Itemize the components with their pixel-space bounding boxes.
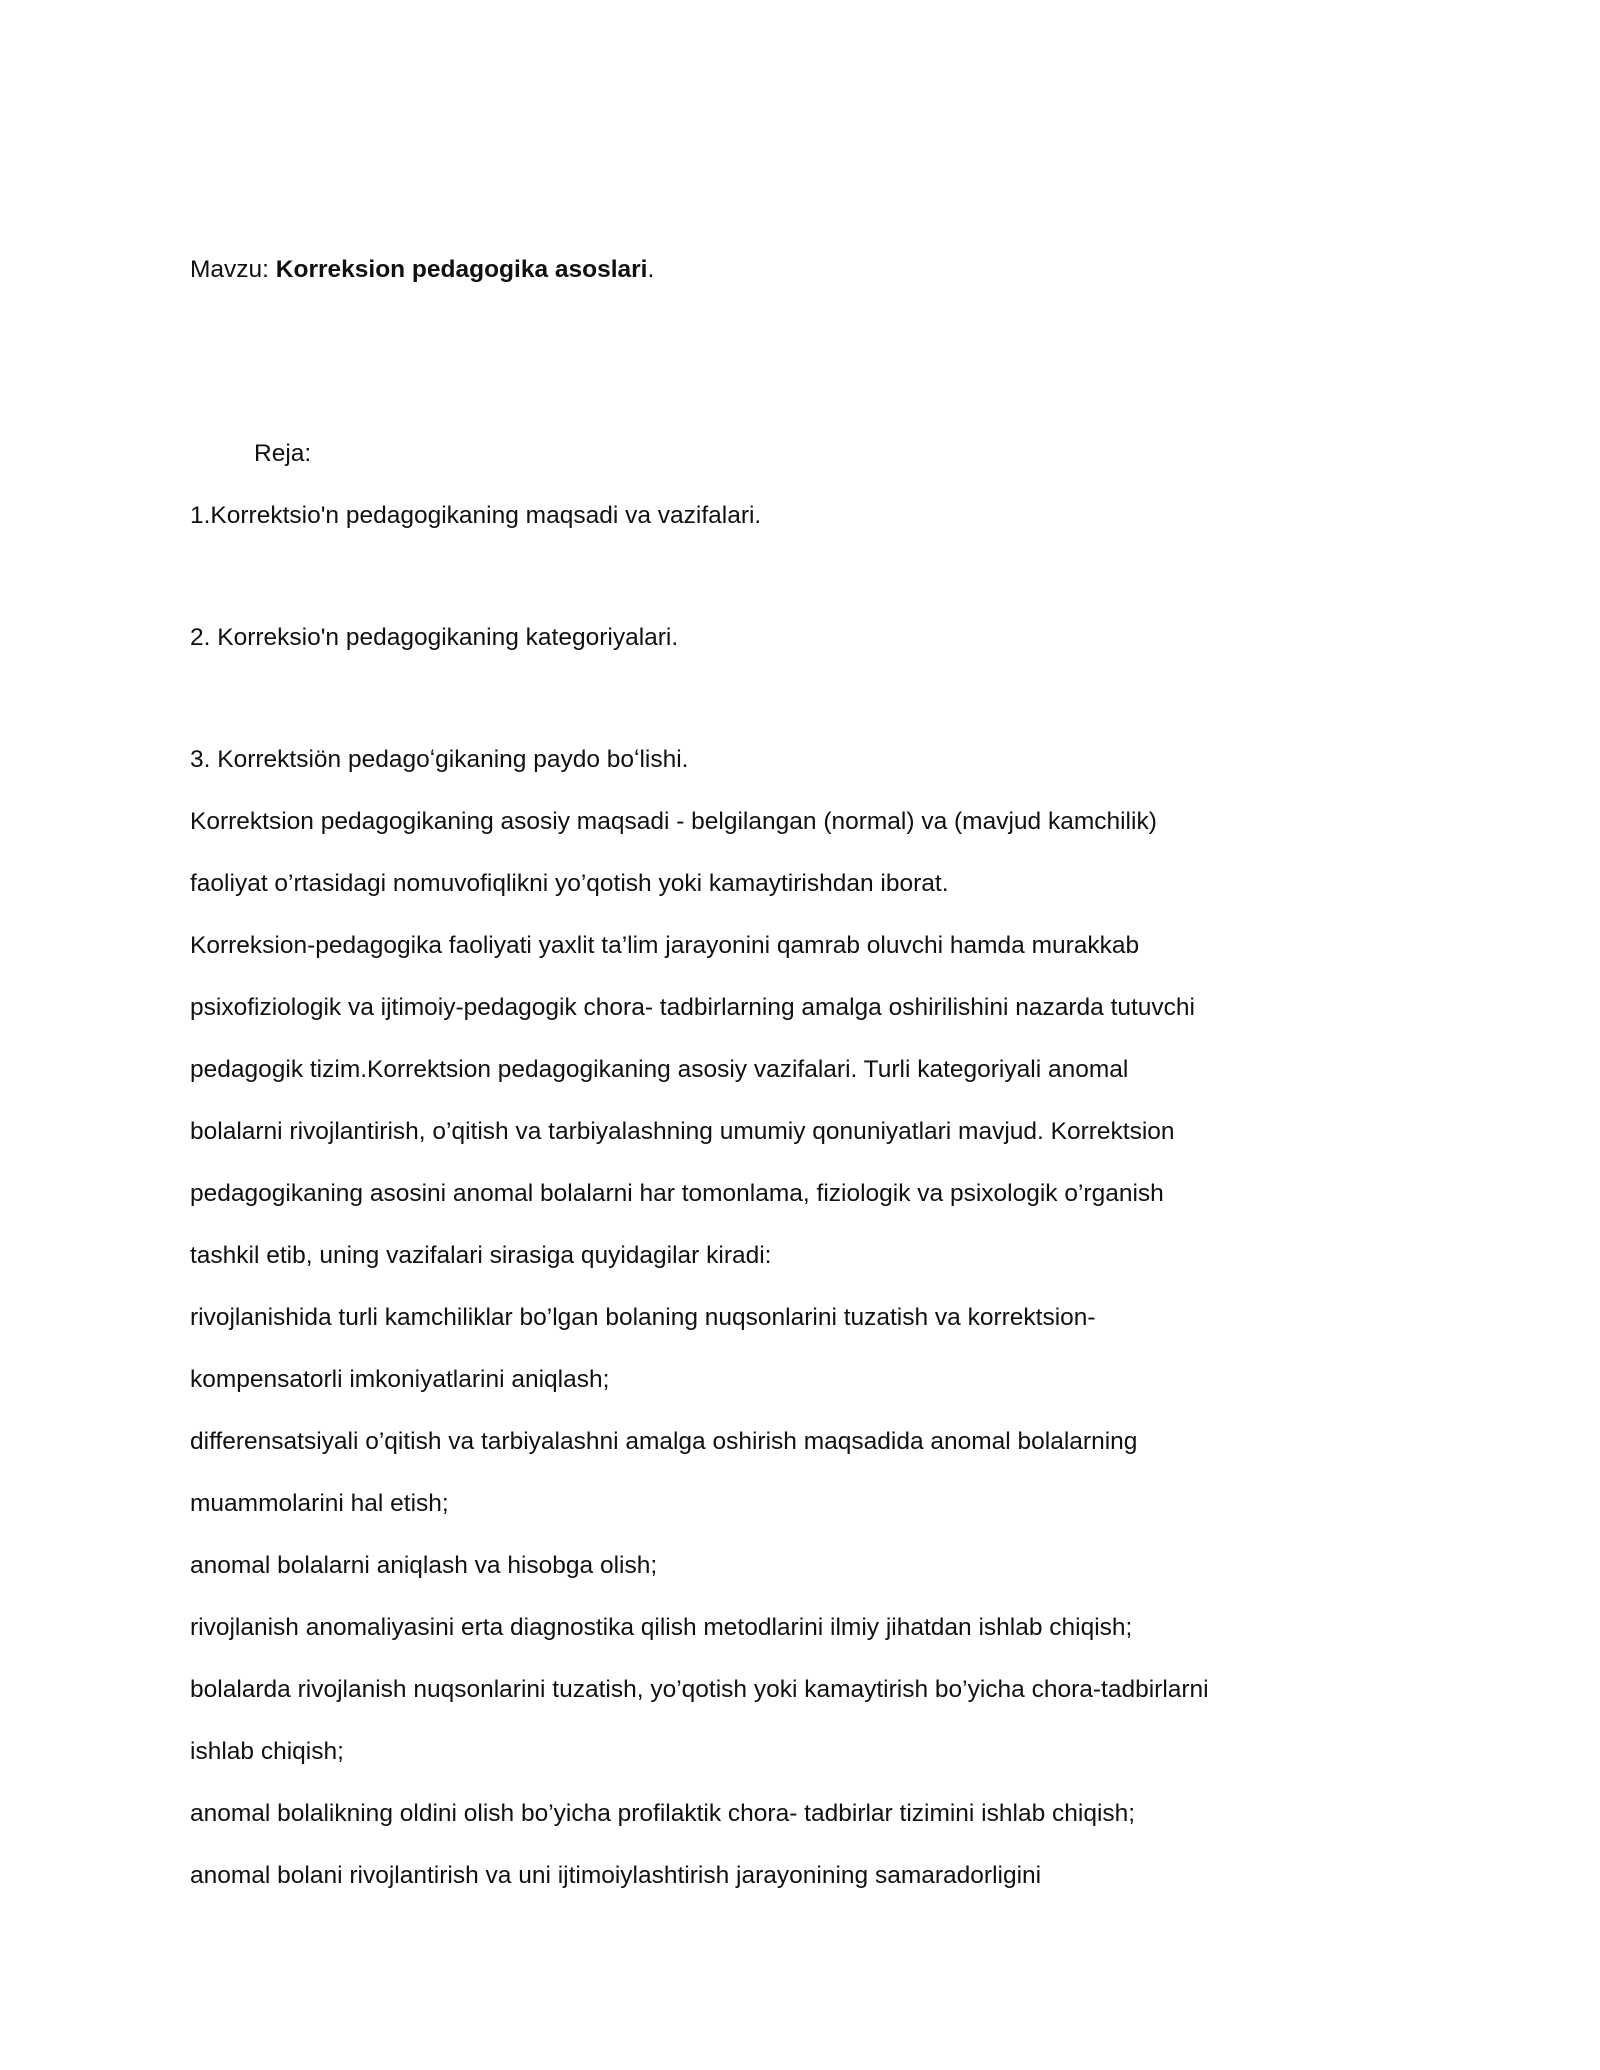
body-line: differensatsiyali o’qitish va tarbiyalashni amalga oshirish maqsadida anomal bolalarning [190, 1428, 1138, 1455]
body-line: pedagogik tizim.Korrektsion pedagogikaning asosiy vazifalari. Turli kategoriyali anomal [190, 1056, 1129, 1083]
document-title [190, 250, 1370, 290]
body-line: bolalarni rivojlantirish, o’qitish va tarbiyalashning umumiy qonuniyatlari mavjud. Korrektsion [190, 1118, 1175, 1145]
body-line: rivojlanish anomaliyasini erta diagnostika qilish metodlarini ilmiy jihatdan ishlab chiqish; [190, 1614, 1133, 1641]
body-line: anomal bolalikning oldini olish bo’yicha profilaktik chora- tadbirlar tizimini ishlab chiqish; [190, 1800, 1136, 1827]
body-line: Korrektsion pedagogikaning asosiy maqsadi - belgilangan (normal) va (mavjud kamchilik) [190, 808, 1157, 835]
body-line: anomal bolani rivojlantirish va uni ijtimoiylashtirish jarayonining samaradorligini [190, 1862, 1042, 1889]
body-line: Korreksion-pedagogika faoliyati yaxlit ta’lim jarayonini qamrab oluvchi hamda murakkab [190, 932, 1140, 959]
body-line: anomal bolalarni aniqlash va hisobga olish; [190, 1552, 658, 1579]
spacer [190, 658, 1370, 740]
body-line: psixofiziologik va ijtimoiy-pedagogik chora- tadbirlarning amalga oshirilishini nazarda tutuvchi [190, 994, 1196, 1021]
body-line: pedagogikaning asosini anomal bolalarni har tomonlama, fiziologik va psixologik o’rganish [190, 1180, 1164, 1207]
body-line: tashkil etib, uning vazifalari sirasiga quyidagilar kiradi: [190, 1242, 772, 1269]
spacer [190, 290, 1370, 434]
body-line: kompensatorli imkoniyatlarini aniqlash; [190, 1366, 610, 1393]
title-suffix: . [647, 256, 655, 283]
plan-item-2: 2. Korreksio'n pedagogikaning kategoriyalari. [190, 624, 679, 651]
plan-item-1: 1.Korrektsio'n pedagogikaning maqsadi va vazifalari. [190, 502, 762, 529]
title-prefix: Mavzu: [190, 256, 276, 283]
body-line: ishlab chiqish; [190, 1738, 344, 1765]
plan-item-3: 3. Korrektsiön pedagoʻgikaning paydo boʻlishi. [190, 746, 689, 773]
body-line: rivojlanishida turli kamchiliklar bo’lgan bolaning nuqsonlarini tuzatish va korrektsion- [190, 1304, 1096, 1331]
body-line: faoliyat o’rtasidagi nomuvofiqlikni yo’qotish yoki kamaytirishdan iborat. [190, 870, 949, 897]
body-line: bolalarda rivojlanish nuqsonlarini tuzatish, yo’qotish yoki kamaytirish bo’yicha chora-tadbirlarni [190, 1676, 1209, 1703]
body-line: muammolarini hal etish; [190, 1490, 449, 1517]
document-content [190, 250, 1370, 1918]
plan-label: Reja: [254, 440, 312, 467]
title-topic: Korreksion pedagogika asoslari [275, 256, 648, 283]
spacer [190, 536, 1370, 618]
